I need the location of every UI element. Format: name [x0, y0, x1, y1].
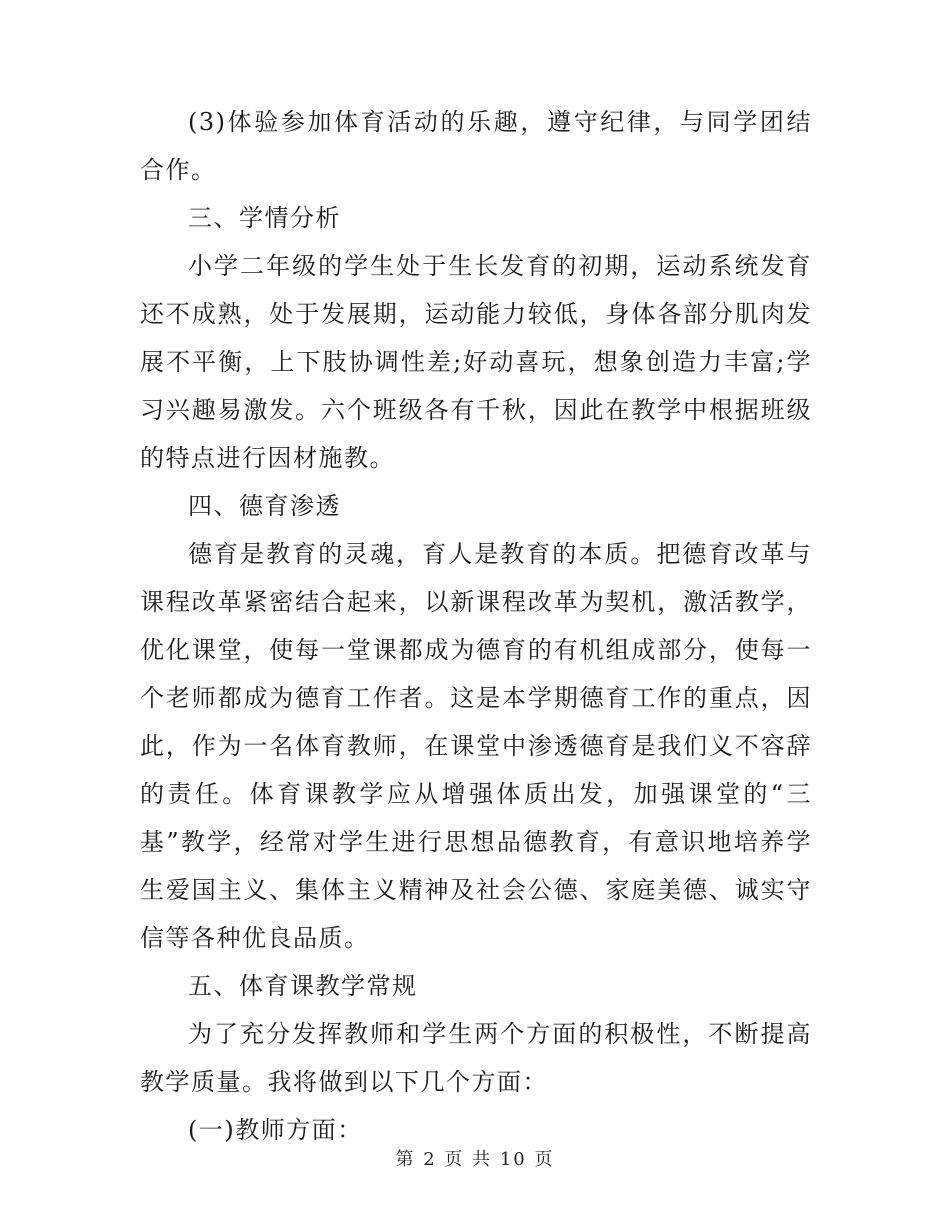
- heading-moral-education: 四、德育渗透: [188, 492, 341, 520]
- heading-pe-routine: 五、体育课教学常规: [188, 972, 418, 1000]
- heading-teacher-aspect: (一)教师方面：: [188, 1116, 363, 1144]
- paragraph-student-analysis: 小学二年级的学生处于生长发育的初期，运动系统发育还不成熟，处于发展期，运动能力较低，身体各部分肌肉发展不平衡，上下肢协调性差;好动喜玩，想象创造力丰富;学习兴趣易激发。六个班级各有千秋，因此在教学中根据班级的特点进行因材施教。: [140, 252, 812, 472]
- heading-student-analysis: 三、学情分析: [188, 204, 341, 232]
- page-number-footer: 第 2 页 共 10 页: [395, 1149, 555, 1170]
- paragraph-goal-3: (3)体验参加体育活动的乐趣，遵守纪律，与同学团结合作。: [140, 108, 812, 184]
- document-body: [140, 98, 812, 1154]
- paragraph-moral-education: 德育是教育的灵魂，育人是教育的本质。把德育改革与课程改革紧密结合起来，以新课程改革为契机，激活教学，优化课堂，使每一堂课都成为德育的有机组成部分，使每一个老师都成为德育工作者。这是本学期德育工作的重点，因此，作为一名体育教师，在课堂中渗透德育是我们义不容辞的责任。体育课教学应从增强体质出发，加强课堂的“三基”教学，经常对学生进行思想品德教育，有意识地培养学生爱国主义、集体主义精神及社会公德、家庭美德、诚实守信等各种优良品质。: [140, 540, 812, 952]
- paragraph-pe-routine: 为了充分发挥教师和学生两个方面的积极性，不断提高教学质量。我将做到以下几个方面：: [140, 1020, 812, 1096]
